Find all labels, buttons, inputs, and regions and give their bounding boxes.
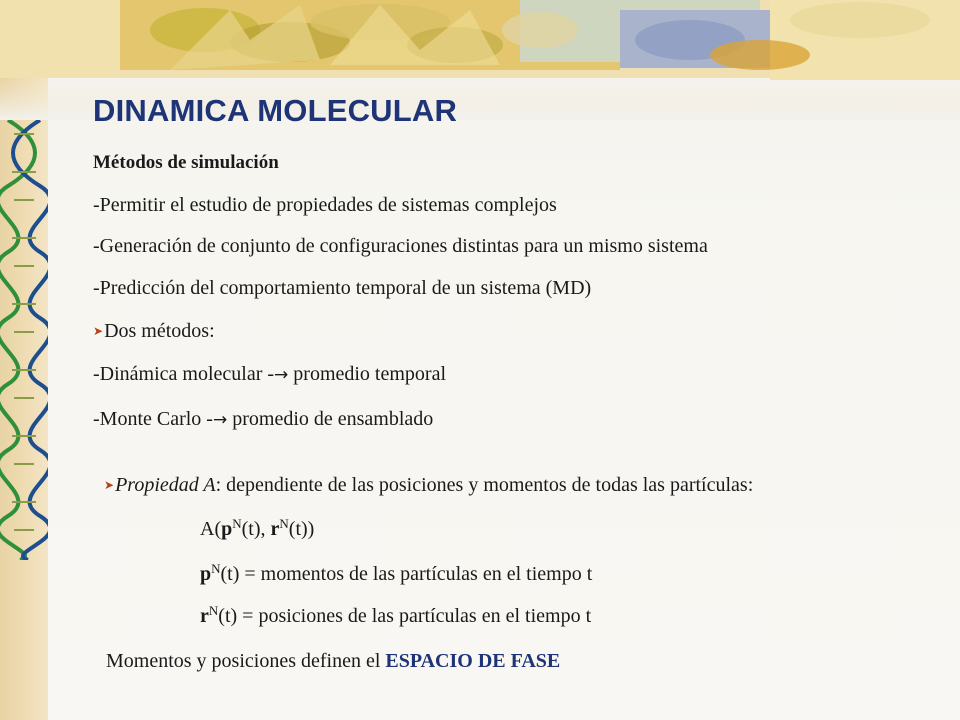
conclusion-line <box>106 650 560 673</box>
method-md-suffix: promedio temporal <box>288 363 447 385</box>
arrow-bullet-icon: ➤ <box>104 478 115 492</box>
arrow-bullet-icon: ➤ <box>93 324 104 338</box>
point-1: -Permitir el estudio de propiedades de sistemas complejos <box>93 194 557 216</box>
def-p-text: (t) = momentos de las partículas en el tiempo t <box>220 563 593 585</box>
def-r-text: (t) = posiciones de las partículas en el tiempo t <box>218 605 592 627</box>
slide-title: DINAMICA MOLECULAR <box>93 93 458 128</box>
definition-r <box>200 605 591 628</box>
formula-A-open: A( <box>200 518 222 540</box>
right-arrow-icon: → <box>274 365 289 385</box>
subtitle: Métodos de simulación <box>93 152 279 173</box>
formula-A-mid: (t), <box>241 518 271 540</box>
method-md-prefix: -Dinámica molecular - <box>93 363 275 385</box>
conclusion-emphasis: ESPACIO DE FASE <box>385 650 561 672</box>
point-2: -Generación de conjunto de configuraciones distintas para un mismo sistema <box>93 235 708 257</box>
two-methods-label: Dos métodos: <box>104 320 215 342</box>
method-mc-suffix: promedio de ensamblado <box>227 408 434 430</box>
formula-A-close: (t)) <box>288 518 315 540</box>
method-md-line <box>93 363 446 386</box>
property-line <box>104 474 753 497</box>
conclusion-text: Momentos y posiciones definen el <box>106 650 386 672</box>
property-label: Propiedad A <box>115 474 216 496</box>
property-text: : dependiente de las posiciones y momentos de todas las partículas: <box>215 474 754 496</box>
method-mc-prefix: -Monte Carlo - <box>93 408 213 430</box>
formula-A-r: r <box>270 518 280 540</box>
formula-A-sup-r: N <box>279 516 289 531</box>
definition-p <box>200 563 592 586</box>
def-r-var: r <box>200 605 209 627</box>
formula-A-p: p <box>221 518 233 540</box>
def-p-sup: N <box>211 561 221 576</box>
two-methods-line <box>93 320 215 343</box>
def-p-var: p <box>200 563 212 585</box>
dna-helix-image <box>0 120 48 560</box>
formula-A <box>200 518 314 541</box>
right-arrow-icon: → <box>212 410 228 430</box>
point-3: -Predicción del comportamiento temporal de un sistema (MD) <box>93 277 592 299</box>
method-mc-line <box>93 408 433 431</box>
formula-A-sup-p: N <box>232 516 242 531</box>
def-r-sup: N <box>208 603 219 618</box>
